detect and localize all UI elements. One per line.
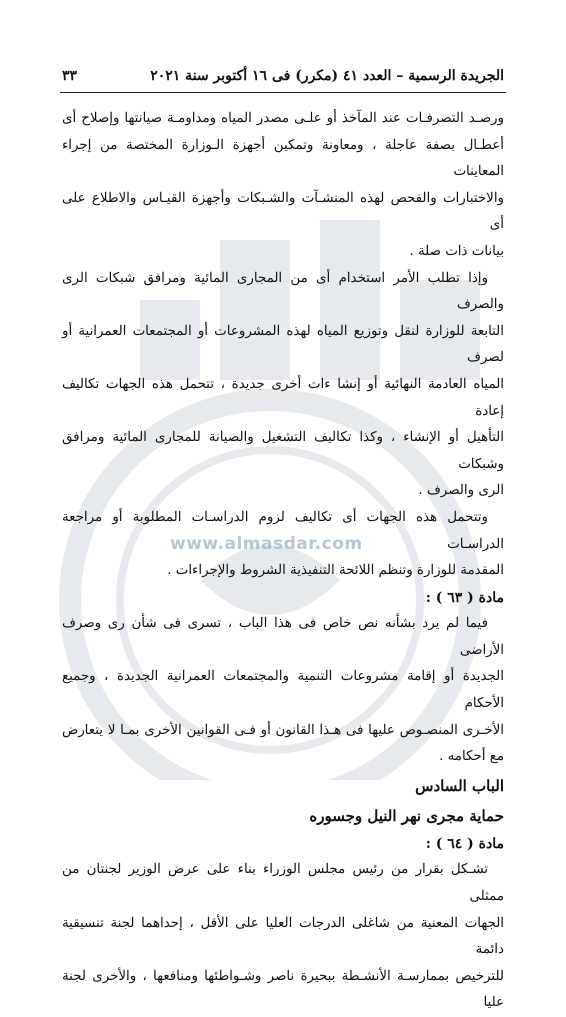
text-line: وإذا تطلب الأمر استخدام أى من المجارى المائية ومرافق شبكات الرى والصرف [62,270,504,313]
article-64-heading: مادة ( ٦٤ ) : [425,835,504,852]
text-line: مع أحكامه . [439,749,504,765]
page-header [62,64,504,88]
header-title: الجريدة الرسمية – العدد ٤١ (مكرر) فى ١٦ أكتوبر سنة ٢٠٢١ [150,68,504,84]
page-number: ٣٣ [62,68,78,84]
watermark-url: www.almasdar.com [170,534,363,554]
text-line: الرى والصرف . [418,483,504,499]
chapter-subtitle: حماية مجرى نهر النيل وجسوره [309,806,504,825]
text-line: وتتحمل هذه الجهات أى تكاليف لزوم الدراسـات المطلوبة أو مراجعة الدراسـات [62,509,504,552]
text-line: والاختبارات والفحص لهذه المنشـآت والشـبكات وأجهزة القيـاس والاطلاع على أى [62,190,504,233]
text-line: فيما لم يرد بشأنه نص خاص فى هذا الباب ، تسرى فى شأن رى وصرف الأراضى [62,616,504,658]
text-line: تشـكل بقرار من رئيس مجلس الوزراء بناء على عرض الوزير لجنتان من ممثلى [62,862,504,905]
text-line: بيانات ذات صلة . [409,243,504,259]
text-line: الجهات المعنية من شاغلى الدرجات العليا على الأقل ، إحداهما لجنة تنسيقية دائمة [62,915,504,958]
text-line: المقدمة للوزارة وتنظم اللائحة التنفيذية الشروط والإجراءات . [167,563,504,579]
text-line: الأخـرى المنصـوص عليها فى هـذا القانون أو فـى القوانين الأخرى بمـا لا يتعارض [62,722,504,738]
text-line: للترخيص بممارسـة الأنشـطة ببحيرة ناصر وشـواطئها ومنافعها ، والأخرى لجنة عليا [62,968,504,1011]
article-63-heading: مادة ( ٦٣ ) : [425,589,504,606]
text-line: التابعة للوزارة لنقل وتوزيع المياه لهذه المشروعات أو المجتمعات العمرانية أو لصرف [62,323,504,366]
text-line: ورصـد التصرفـات عند المآخذ أو علـى مصدر المياه ومداومـة صيانتها وإصلاح أى [62,111,504,126]
header-divider [60,92,506,93]
text-line: التأهيل أو الإنشاء ، وكذا تكاليف التشغيل والصيانة للمجارى المائية ومرافق وشبكات [62,430,504,472]
text-line: المياه العادمة النهائية أو إنشا ءات أخرى جديدة ، تتحمل هذه الجهات تكاليف إعادة [62,376,504,419]
chapter-title: الباب السادس [415,776,504,795]
document-body [62,106,504,1017]
text-line: الجديدة أو إقامة مشروعات التنمية والمجتمعات العمرانية الجديدة ، وجميع الأحكام [62,669,504,712]
text-line: أعطـال بصفة عاجلة ، ومعاونة وتمكين أجهزة الـوزارة المختصة من إجراء المعاينات [62,137,504,180]
